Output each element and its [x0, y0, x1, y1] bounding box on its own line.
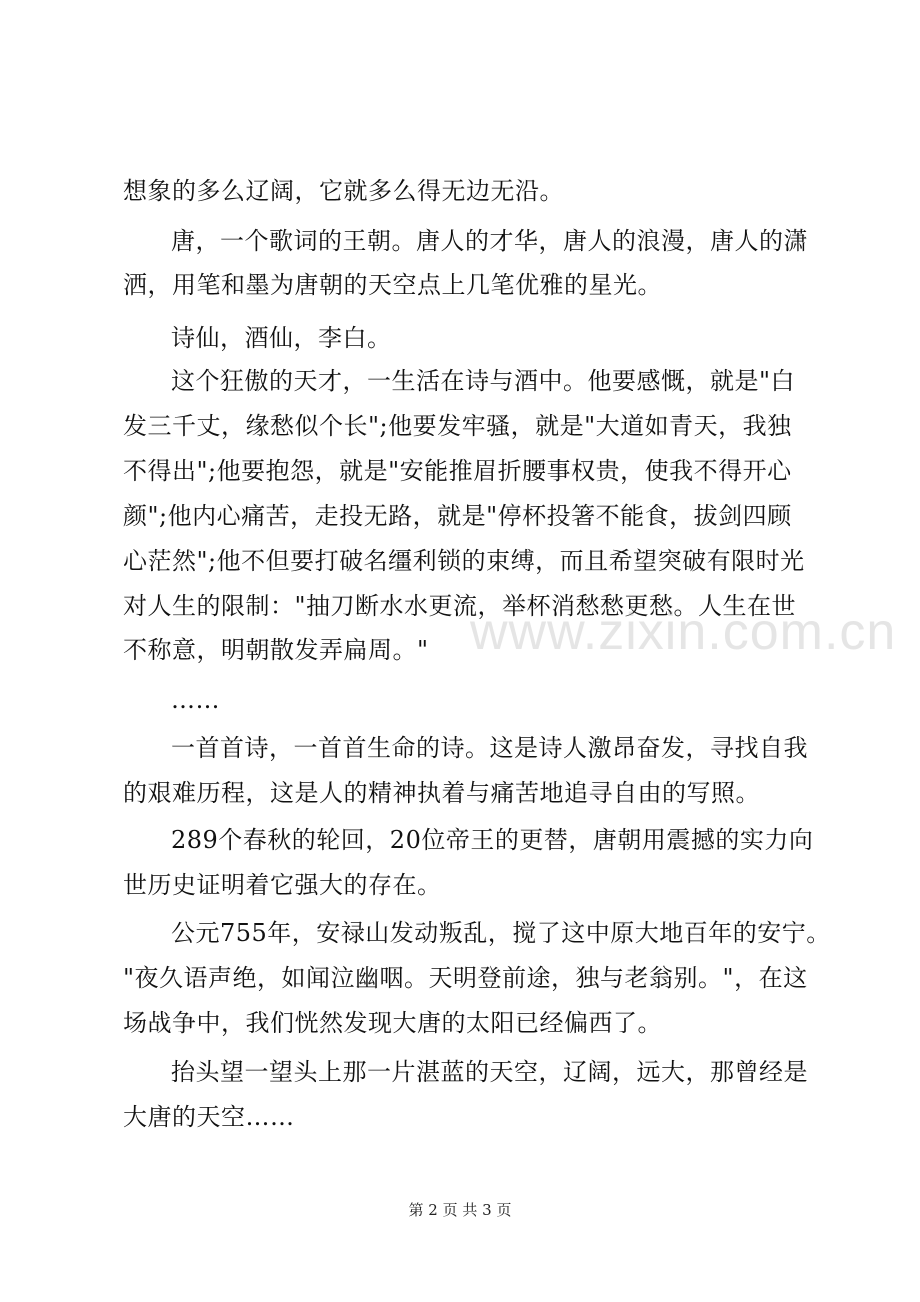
- text-line: 对人生的限制："抽刀断水水更流，举杯消愁愁更愁。人生在世: [123, 592, 797, 620]
- text-line: 的艰难历程，这是人的精神执着与痛苦地追寻自由的写照。: [123, 779, 760, 807]
- text-line: 公元755年，安禄山发动叛乱，搅了这中原大地百年的安宁。: [171, 919, 831, 947]
- text-line: 颜";他内心痛苦，走投无路，就是"停杯投箸不能食，拔剑四顾: [123, 502, 792, 530]
- text-line: 这个狂傲的天才，一生活在诗与酒中。他要感慨，就是"白: [171, 367, 796, 395]
- text-line: 洒，用笔和墨为唐朝的天空点上几笔优雅的星光。: [123, 271, 662, 299]
- text-line: 大唐的天空……: [123, 1103, 295, 1131]
- text-line: 不得出";他要抱怨，就是"安能推眉折腰事权贵，使我不得开心: [123, 457, 792, 485]
- text-line: 289个春秋的轮回，20位帝王的更替，唐朝用震撼的实力向: [171, 826, 814, 854]
- text-line: 场战争中，我们恍然发现大唐的太阳已经偏西了。: [123, 1009, 662, 1037]
- text-line: 唐，一个歌词的王朝。唐人的才华，唐人的浪漫，唐人的潇: [171, 227, 808, 255]
- text-line: 心茫然";他不但要打破名缰利锁的束缚，而且希望突破有限时光: [123, 547, 805, 575]
- text-line: 不称意，明朝散发弄扁周。": [123, 636, 429, 664]
- text-line: 想象的多么辽阔，它就多么得无边无沿。: [123, 177, 564, 205]
- text-line: "夜久语声绝，如闻泣幽咽。天明登前途，独与老翁别。"，在这: [123, 964, 808, 992]
- watermark: www.zixin.com.cn: [470, 603, 897, 661]
- text-line: 发三千丈，缘愁似个长";他要发牢骚，就是"大道如青天，我独: [123, 412, 792, 440]
- text-line: 抬头望一望头上那一片湛蓝的天空，辽阔，远大，那曾经是: [171, 1058, 808, 1086]
- text-line: 世历史证明着它强大的存在。: [123, 871, 442, 899]
- text-line: 诗仙，酒仙，李白。: [171, 324, 392, 352]
- page-number-footer: 第 2 页 共 3 页: [408, 1201, 512, 1219]
- text-line: 一首首诗，一首首生命的诗。这是诗人激昂奋发，寻找自我: [171, 734, 808, 762]
- ellipsis-line: ……: [171, 686, 220, 714]
